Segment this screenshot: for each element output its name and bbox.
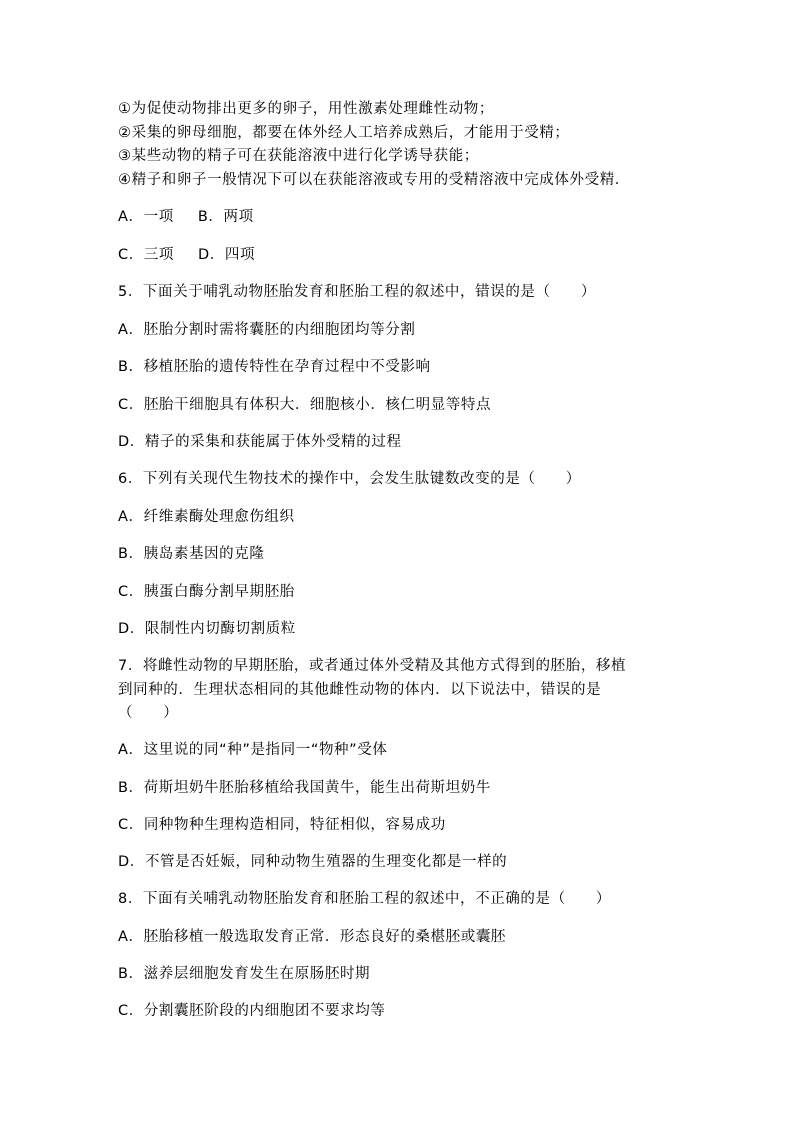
statement-3: ③某些动物的精子可在获能溶液中进行化学诱导获能； [118,148,479,164]
statement-2: ②采集的卵母细胞，都要在体外经人工培养成熟后，才能用于受精； [118,125,570,141]
q7-stem-line-1: 7．将雌性动物的早期胚胎，或者通过体外受精及其他方式得到的胚胎，移植 [118,658,627,674]
q4-option-b: B．两项 [197,209,254,225]
q7-option-c: C．同种物种生理构造相同，特征相似，容易成功 [118,817,446,833]
q4-options-row-2 [118,244,255,266]
q5-option-d: D．精子的采集和获能属于体外受精的过程 [118,434,402,450]
q8-stem: 8．下面有关哺乳动物胚胎发育和胚胎工程的叙述中，不正确的是（ ） [118,891,612,907]
q7-stem-line-3: （ ） [118,705,179,721]
q6-option-a: A．纤维素酶处理愈伤组织 [118,509,295,525]
q5-option-a: A．胚胎分割时需将囊胚的内细胞团均等分割 [118,322,416,338]
q4-option-a: A．一项 [118,209,174,225]
q8-option-c: C．分割囊胚阶段的内细胞团不要求均等 [118,1003,386,1019]
q7-option-b: B．荷斯坦奶牛胚胎移植给我国黄牛，能生出荷斯坦奶牛 [118,780,491,796]
q5-option-b: B．移植胚胎的遗传特性在孕育过程中不受影响 [118,359,431,375]
q8-option-b: B．滋养层细胞发育发生在原肠胚时期 [118,966,371,982]
statement-4: ④精子和卵子一般情况下可以在获能溶液或专用的受精溶液中完成体外受精． [118,172,630,188]
q5-stem: 5．下面关于哺乳动物胚胎发育和胚胎工程的叙述中，错误的是（ ） [118,284,596,300]
q4-option-d: D．四项 [198,247,256,263]
q6-option-b: B．胰岛素基因的克隆 [118,546,265,562]
statement-1: ①为促使动物排出更多的卵子，用性激素处理雌性动物； [118,101,494,117]
q4-options-row-1 [118,206,254,228]
q4-option-c: C．三项 [118,247,175,263]
q6-option-c: C．胰蛋白酶分割早期胚胎 [118,584,295,600]
q5-option-c: C．胚胎干细胞具有体积大．细胞核小．核仁明显等特点 [118,397,492,413]
q6-option-d: D．限制性内切酶切割质粒 [118,621,296,637]
q7-option-a: A．这里说的同“种”是指同一“物种”受体 [118,742,388,758]
q8-option-a: A．胚胎移植一般选取发育正常．形态良好的桑椹胚或囊胚 [118,929,507,945]
q7-stem-line-2: 到同种的．生理状态相同的其他雌性动物的体内．以下说法中，错误的是 [118,682,602,698]
q7-option-d: D．不管是否妊娠，同种动物生殖器的生理变化都是一样的 [118,854,508,870]
q6-stem: 6．下列有关现代生物技术的操作中，会发生肽键数改变的是（ ） [118,471,581,487]
